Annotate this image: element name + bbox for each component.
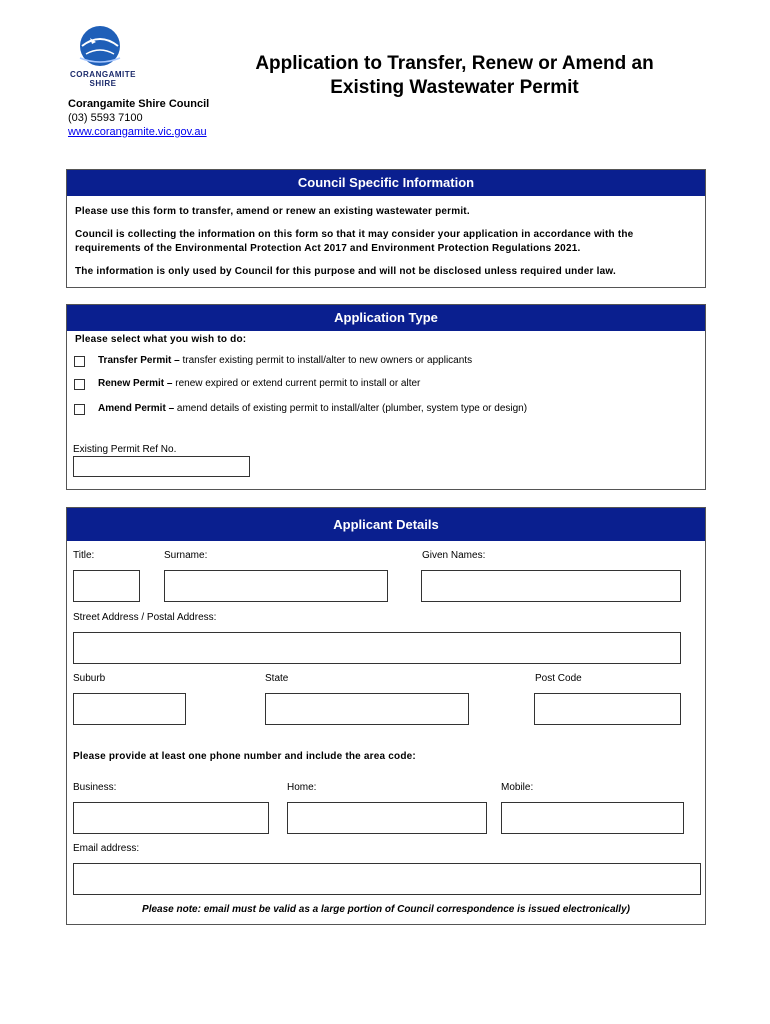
applicant-details-section	[66, 507, 706, 925]
transfer-permit-desc: transfer existing permit to install/alter to new owners or applicants	[179, 355, 473, 366]
suburb-label: Suburb	[73, 673, 106, 684]
given-names-input[interactable]	[421, 570, 681, 602]
state-label: State	[265, 673, 289, 684]
renew-permit-option	[98, 378, 420, 389]
home-phone-input[interactable]	[287, 802, 487, 834]
address-input[interactable]	[73, 632, 681, 664]
logo-text-line2: SHIRE	[89, 79, 117, 88]
title-line2: Existing Wastewater Permit	[330, 77, 579, 98]
transfer-permit-option	[98, 355, 472, 366]
postcode-label: Post Code	[535, 673, 582, 684]
amend-permit-desc: amend details of existing permit to install/alter (plumber, system type or design)	[174, 403, 528, 414]
council-phone: (03) 5593 7100	[68, 112, 143, 124]
permit-ref-input[interactable]	[73, 456, 250, 477]
page-title	[222, 52, 687, 100]
council-info-para2: Council is collecting the information on this form so that it may consider your application in accordance with the requirements of the Environmental Protection Act 2017 and Environment Protection Regulations 2021.	[75, 229, 634, 254]
home-phone-label: Home:	[287, 782, 317, 793]
applicant-details-heading: Applicant Details	[67, 508, 705, 541]
email-label: Email address:	[73, 843, 140, 854]
phone-prompt: Please provide at least one phone number and include the area code:	[73, 751, 416, 762]
suburb-input[interactable]	[73, 693, 186, 725]
council-info-para3: The information is only used by Council for this purpose and will not be disclosed unless required under law.	[75, 266, 616, 277]
council-name: Corangamite Shire Council	[68, 98, 210, 110]
given-names-label: Given Names:	[422, 550, 486, 561]
business-phone-input[interactable]	[73, 802, 269, 834]
amend-permit-label: Amend Permit –	[98, 403, 175, 414]
address-label: Street Address / Postal Address:	[73, 612, 217, 623]
transfer-permit-label: Transfer Permit –	[98, 355, 180, 366]
surname-label: Surname:	[164, 550, 208, 561]
logo-emblem	[62, 24, 144, 72]
mobile-phone-label: Mobile:	[501, 782, 534, 793]
council-info-section	[66, 169, 706, 288]
application-type-prompt: Please select what you wish to do:	[75, 334, 247, 345]
amend-permit-checkbox[interactable]	[74, 404, 85, 415]
council-website-link[interactable]: www.corangamite.vic.gov.au	[68, 126, 207, 138]
mobile-phone-input[interactable]	[501, 802, 684, 834]
permit-ref-label: Existing Permit Ref No.	[73, 444, 177, 455]
application-type-section	[66, 304, 706, 490]
surname-input[interactable]	[164, 570, 388, 602]
council-info-heading: Council Specific Information	[67, 170, 705, 196]
email-input[interactable]	[73, 863, 701, 895]
title-line1: Application to Transfer, Renew or Amend an	[255, 53, 654, 74]
renew-permit-desc: renew expired or extend current permit to install or alter	[172, 378, 421, 389]
state-input[interactable]	[265, 693, 469, 725]
email-note: Please note: email must be valid as a large portion of Council correspondence is issued electronically)	[142, 904, 630, 915]
postcode-input[interactable]	[534, 693, 681, 725]
business-phone-label: Business:	[73, 782, 117, 793]
amend-permit-option	[98, 403, 527, 414]
application-type-heading: Application Type	[67, 305, 705, 331]
title-input[interactable]	[73, 570, 140, 602]
title-label: Title:	[73, 550, 95, 561]
transfer-permit-checkbox[interactable]	[74, 356, 85, 367]
logo-text-line1: CORANGAMITE	[70, 70, 136, 79]
renew-permit-label: Renew Permit –	[98, 378, 173, 389]
council-info-para1: Please use this form to transfer, amend or renew an existing wastewater permit.	[75, 206, 470, 217]
renew-permit-checkbox[interactable]	[74, 379, 85, 390]
